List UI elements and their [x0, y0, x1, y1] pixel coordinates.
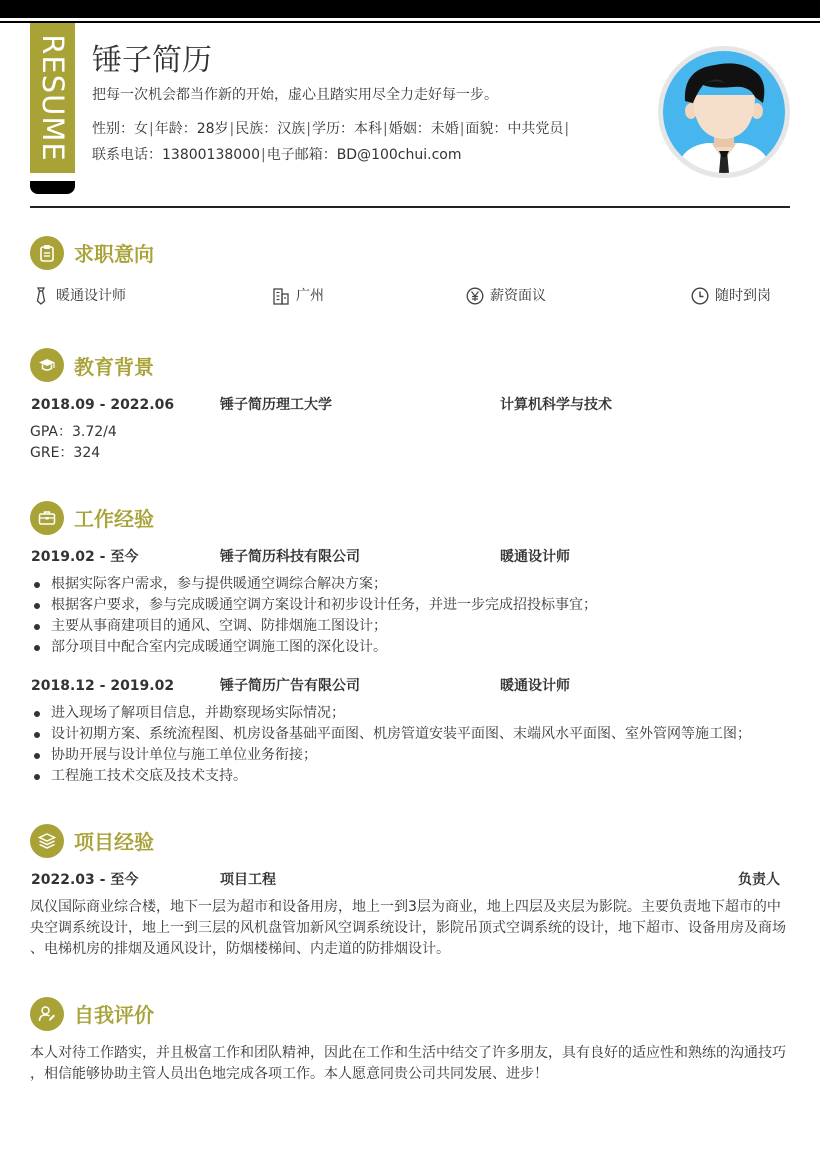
email-value: BD@100chui.com [336, 147, 462, 163]
candidate-name: 锤子简历 [92, 43, 212, 78]
intent-salary-text: 薪资面议 [490, 288, 546, 304]
project-section-icon [30, 824, 64, 858]
self-evaluation-line: ，相信能够协助主管人员出色地完成各项工作。本人愿意同贵公司共同发展、进步！ [30, 1066, 548, 1082]
work-section-icon [30, 501, 64, 535]
degree-label: 学历： [311, 121, 354, 137]
intent-section-icon [30, 236, 64, 270]
education-major: 计算机科学与技术 [500, 397, 612, 413]
project-section-title: 项目经验 [74, 830, 154, 854]
resume-tab-label: RESUME [35, 34, 70, 162]
top-line [0, 21, 820, 23]
job-2-duties [30, 703, 751, 787]
project-date: 2022.03 - 至今 [31, 872, 139, 888]
job-2-role: 暖通设计师 [500, 678, 570, 694]
list-item: 工程施工技术交底及技术支持。 [30, 766, 751, 787]
job-1-role: 暖通设计师 [500, 549, 570, 565]
project-role: 负责人 [738, 872, 780, 888]
intent-availability-text: 随时到岗 [715, 288, 771, 304]
project-name: 项目工程 [220, 872, 276, 888]
list-item: 设计初期方案、系统流程图、机房设备基础平面图、机房管道安装平面图、末端风水平面图、室外管网等施工图； [30, 724, 751, 745]
self-evaluation [30, 1043, 790, 1085]
job-1-duties [30, 574, 597, 658]
intent-city-text: 广州 [296, 288, 324, 304]
age-value: 28岁 [196, 121, 229, 137]
info-separator: | [229, 121, 235, 137]
job-2-date: 2018.12 - 2019.02 [31, 678, 175, 694]
avatar [658, 46, 790, 178]
political-label: 面貌： [465, 121, 508, 137]
header-divider [30, 206, 790, 208]
avatar-person-icon [663, 51, 785, 173]
personal-info-line-1 [92, 119, 570, 139]
list-item: 进入现场了解项目信息，并勘察现场实际情况； [30, 703, 751, 724]
info-separator: | [306, 121, 311, 137]
gender-value: 女 [134, 121, 148, 137]
list-item: 根据实际客户需求，参与提供暖通空调综合解决方案； [30, 574, 597, 595]
phone-label: 联系电话： [92, 147, 162, 163]
education-gpa: GPA：3.72/4 [30, 424, 117, 440]
list-item: 部分项目中配合室内完成暖通空调施工图的深化设计。 [30, 637, 597, 658]
clock-icon [691, 287, 709, 305]
phone-value: 13800138000 [162, 147, 260, 163]
job-1-date: 2019.02 - 至今 [31, 549, 139, 565]
self-section-icon [30, 997, 64, 1031]
self-evaluation-line: 本人对待工作踏实，并且极富工作和团队精神，因此在工作和生活中结交了许多朋友，具有良好的适应性和熟练的沟通技巧 [30, 1045, 786, 1061]
briefcase-icon [38, 509, 56, 527]
intent-section-title: 求职意向 [74, 242, 154, 266]
avatar-illustration [663, 51, 785, 173]
degree-value: 本科 [353, 121, 382, 137]
motto: 把每一次机会都当作新的开始，虚心且踏实用尽全力走好每一步。 [92, 87, 498, 103]
info-separator: | [459, 121, 465, 137]
marital-label: 婚姻： [388, 121, 431, 137]
political-value: 中共党员 [507, 121, 564, 137]
job-1-company: 锤子简历科技有限公司 [220, 549, 360, 565]
marital-value: 未婚 [430, 121, 459, 137]
resume-tab [30, 23, 75, 173]
list-item: 主要从事商建项目的通风、空调、防排烟施工图设计； [30, 616, 597, 637]
clipboard-icon [38, 244, 56, 262]
education-gre: GRE：324 [30, 445, 101, 461]
ethnicity-label: 民族： [235, 121, 278, 137]
project-description-line: 、电梯机房的排烟及通风设计，防烟楼梯间、内走道的防排烟设计。 [30, 941, 450, 957]
info-separator: | [382, 121, 388, 137]
yuan-icon [466, 287, 484, 305]
personal-info-line-2 [92, 145, 462, 165]
top-bar [0, 0, 820, 18]
intent-position-text: 暖通设计师 [56, 288, 126, 304]
education-section-title: 教育背景 [74, 355, 154, 379]
project-description [30, 897, 790, 960]
education-section-icon [30, 348, 64, 382]
self-section-title: 自我评价 [74, 1003, 154, 1027]
gender-label: 性别： [92, 121, 134, 137]
building-icon [272, 287, 290, 305]
info-separator: | [260, 147, 266, 163]
work-section-title: 工作经验 [74, 507, 154, 531]
list-item: 根据客户要求，参与完成暖通空调方案设计和初步设计任务，并进一步完成招投标事宜； [30, 595, 597, 616]
ethnicity-value: 汉族 [277, 121, 306, 137]
info-separator: | [564, 121, 570, 137]
resume-tab-cap [30, 181, 75, 194]
project-description-line: 央空调系统设计，地上一到三层的风机盘管加新风空调系统设计，影院吊顶式空调系统的设计，地下超市、设备用房及商场 [30, 920, 786, 936]
info-separator: | [149, 121, 154, 137]
job-2-company: 锤子简历广告有限公司 [220, 678, 360, 694]
project-description-line: 凤仪国际商业综合楼，地下一层为超市和设备用房，地上一到3层为商业，地上四层及夹层为影院。主要负责地下超市的中 [30, 899, 781, 915]
age-label: 年龄： [154, 121, 197, 137]
education-school: 锤子简历理工大学 [220, 397, 332, 413]
tie-icon [32, 287, 50, 305]
email-label: 电子邮箱： [266, 147, 337, 163]
graduation-cap-icon [38, 356, 56, 374]
list-item: 协助开展与设计单位与施工单位业务衔接； [30, 745, 751, 766]
user-edit-icon [38, 1005, 56, 1023]
education-date: 2018.09 - 2022.06 [31, 397, 175, 413]
layers-icon [38, 832, 56, 850]
